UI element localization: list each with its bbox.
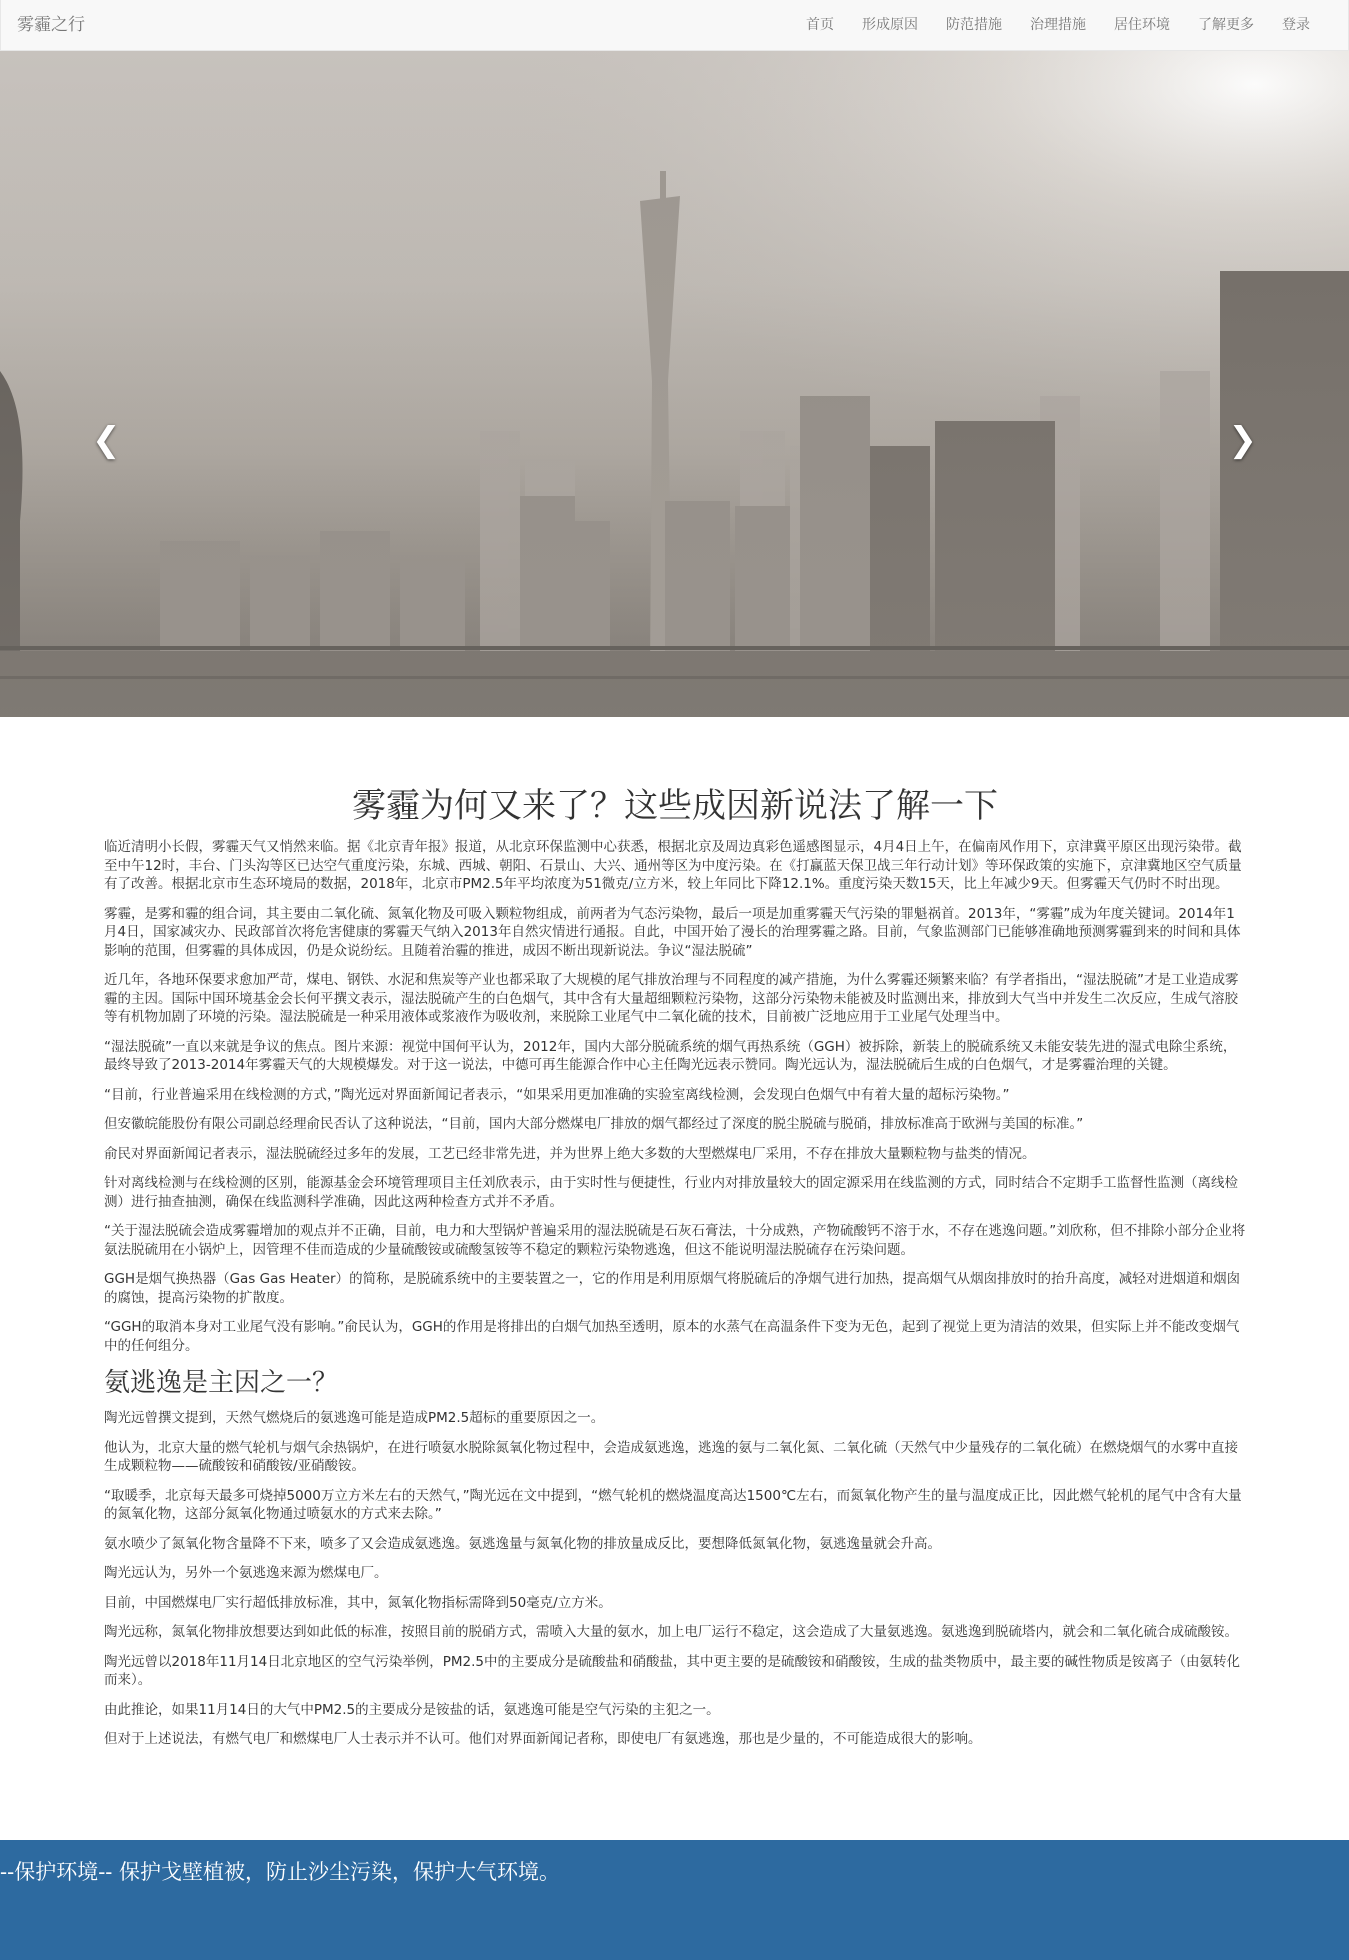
article-paragraph: 但安徽皖能股份有限公司副总经理俞民否认了这种说法，“目前，国内大部分燃煤电厂排放的烟气都经过了深度的脱尘脱硫与脱硝，排放标准高于欧洲与美国的标准。” (104, 1116, 1084, 1132)
article-paragraph: “关于湿法脱硫会造成雾霾增加的观点并不正确，目前，电力和大型锅炉普遍采用的湿法脱硫是石灰石膏法，十分成熟，产物硫酸钙不溶于水，不存在逃逸问题。”刘欣称，但不排除小部分企业将氨法脱硫用在小锅炉上，因管理不佳而造成的少量硫酸铵或硫酸氢铵等不稳定的颗粒污染物逃逸，但这不能说明湿法脱硫存在污染问题。 (104, 1223, 1246, 1258)
footer-slogan: --保护环境-- 保护戈壁植被，防止沙尘污染，保护大气环境。 (0, 1860, 561, 1884)
article-paragraph: 俞民对界面新闻记者表示，湿法脱硫经过多年的发展，工艺已经非常先进，并为世界上绝大多数的大型燃煤电厂采用，不存在排放大量颗粒物与盐类的情况。 (104, 1145, 1036, 1162)
article-paragraph: 近几年，各地环保要求愈加严苛，煤电、钢铁、水泥和焦炭等产业也都采取了大规模的尾气排放治理与不同程度的减产措施，为什么雾霾还频繁来临？有学者指出，“湿法脱硫”才是工业造成雾霾的主因。国际中国环境基金会长何平撰文表示，湿法脱硫产生的白色烟气，其中含有大量超细颗粒污染物，这部分污染物未能被及时监测出来，排放到大气当中并发生二次反应，生成气溶胶等有机物加剧了环境的污染。湿法脱硫是一种采用液体或浆液作为吸收剂，来脱除工业尾气中二氧化硫的技术，目前被广泛地应用于工业尾气处理当中。 (104, 972, 1239, 1025)
article-paragraph: “湿法脱硫”一直以来就是争议的焦点。图片来源：视觉中国何平认为，2012年，国内大部分脱硫系统的烟气再热系统（GGH）被拆除，新装上的脱硫系统又未能安装先进的湿式电除尘系统，最终导致了2013-2014年雾霾天气的大规模爆发。对于这一说法，中德可再生能源合作中心主任陶光远表示赞同。陶光远认为，湿法脱硫后生成的白色烟气，才是雾霾治理的关键。 (104, 1038, 1237, 1073)
article-paragraph: “取暖季，北京每天最多可烧掉5000万立方米左右的天然气，”陶光远在文中提到，“燃气轮机的燃烧温度高达1500℃左右，而氮氧化物产生的量与温度成正比，因此燃气轮机的尾气中含有大量的氮氧化物，这部分氮氧化物通过喷氨水的方式来去除。” (104, 1487, 1242, 1522)
article-paragraph: 氨水喷少了氮氧化物含量降不下来，喷多了又会造成氨逃逸。氨逃逸量与氮氧化物的排放量成反比，要想降低氮氧化物，氨逃逸量就会升高。 (104, 1535, 941, 1552)
nav-menu (792, 0, 1324, 50)
footer (0, 1840, 1349, 1960)
chevron-left-icon: ❮ (92, 420, 121, 460)
article-paragraph: 陶光远曾以2018年11月14日北京地区的空气污染举例，PM2.5中的主要成分是硫酸盐和硝酸盐，其中更主要的是硫酸铵和硝酸铵，生成的盐类物质中，最主要的碱性物质是铵离子（由氨转化而来）。 (104, 1653, 1240, 1688)
hazy-skyline-image (0, 51, 1349, 717)
article-paragraph: 雾霾，是雾和霾的组合词，其主要由二氧化硫、氮氧化物及可吸入颗粒物组成，前两者为气态污染物，最后一项是加重雾霾天气污染的罪魁祸首。2013年，“雾霾”成为年度关键词。2014年1月4日，国家减灾办、民政部首次将危害健康的雾霾天气纳入2013年自然灾情进行通报。自此，中国开始了漫长的治理雾霾之路。目前，气象监测部门已能够准确地预测雾霾到来的时间和具体影响的范围，但雾霾的具体成因，仍是众说纷纭。且随着治霾的推进，成因不断出现新说法。争议“湿法脱硫” (104, 905, 1241, 959)
article-paragraph: 临近清明小长假，雾霾天气又悄然来临。据《北京青年报》报道，从北京环保监测中心获悉，根据北京及周边真彩色遥感图显示，4月4日上午，在偏南风作用下，京津冀平原区出现污染带。截至中午12时，丰台、门头沟等区已达空气重度污染，东城、西城、朝阳、石景山、大兴、通州等区为中度污染。在《打赢蓝天保卫战三年行动计划》等环保政策的实施下，京津冀地区空气质量有了改善。根据北京市生态环境局的数据，2018年，北京市PM2.5年平均浓度为51微克/立方米，较上年同比下降12.1%。重度污染天数15天，比上年减少9天。但雾霾天气仍时不时出现。 (104, 839, 1242, 892)
nav-item-learn-more[interactable]: 了解更多 (1198, 17, 1254, 33)
article-paragraph: “目前，行业普遍采用在线检测的方式，”陶光远对界面新闻记者表示，“如果采用更加准确的实验室离线检测，会发现白色烟气中有着大量的超标污染物。” (104, 1086, 1010, 1103)
hero-carousel (0, 51, 1349, 717)
article-paragraph: 他认为，北京大量的燃气轮机与烟气余热锅炉，在进行喷氨水脱除氮氧化物过程中，会造成氨逃逸，逃逸的氨与二氧化氮、二氧化硫（天然气中少量残存的二氧化硫）在燃烧烟气的水雾中直接生成颗粒物——硫酸铵和硝酸铵/亚硝酸铵。 (104, 1439, 1238, 1474)
article-paragraph: 陶光远称，氮氧化物排放想要达到如此低的标准，按照目前的脱硝方式，需喷入大量的氨水，加上电厂运行不稳定，这会造成了大量氨逃逸。氨逃逸到脱硫塔内，就会和二氧化硫合成硫酸铵。 (104, 1624, 1238, 1640)
article-paragraph: 由此推论，如果11月14日的大气中PM2.5的主要成分是铵盐的话，氨逃逸可能是空气污染的主犯之一。 (104, 1701, 720, 1718)
nav-item-governance[interactable]: 治理措施 (1030, 17, 1086, 33)
article-paragraph: 陶光远认为，另外一个氨逃逸来源为燃煤电厂。 (104, 1565, 388, 1581)
carousel-next-button[interactable] (1228, 420, 1258, 460)
article-title: 雾霾为何又来了？这些成因新说法了解一下 (352, 786, 998, 826)
nav-item-prevention[interactable]: 防范措施 (946, 17, 1002, 33)
brand-logo[interactable]: 雾霾之行 (17, 15, 85, 35)
article-subtitle: 氨逃逸是主因之一？ (104, 1368, 339, 1398)
article-paragraph: 但对于上述说法，有燃气电厂和燃煤电厂人士表示并不认可。他们对界面新闻记者称，即使电厂有氨逃逸，那也是少量的，不可能造成很大的影响。 (104, 1731, 982, 1747)
chevron-right-icon: ❯ (1228, 420, 1257, 460)
nav-item-causes[interactable]: 形成原因 (862, 17, 918, 33)
nav-item-home[interactable]: 首页 (806, 17, 834, 33)
article (104, 780, 1246, 1760)
top-navbar (0, 0, 1349, 51)
article-paragraph: 目前，中国燃煤电厂实行超低排放标准，其中，氮氧化物指标需降到50毫克/立方米。 (104, 1594, 612, 1611)
article-paragraph: GGH是烟气换热器（Gas Gas Heater）的简称，是脱硫系统中的主要装置之一，它的作用是利用原烟气将脱硫后的净烟气进行加热，提高烟气从烟囱排放时的抬升高度，减轻对进烟道和烟囱的腐蚀，提高污染物的扩散度。 (104, 1271, 1241, 1306)
nav-item-living-environment[interactable]: 居住环境 (1114, 17, 1170, 33)
carousel-prev-button[interactable] (92, 420, 121, 460)
nav-item-login[interactable]: 登录 (1282, 17, 1310, 33)
article-paragraph: 针对离线检测与在线检测的区别，能源基金会环境管理项目主任刘欣表示，由于实时性与便捷性，行业内对排放量较大的固定源采用在线监测的方式，同时结合不定期手工监督性监测（离线检测）进行抽查抽测，确保在线监测科学准确，因此这两种检查方式并不矛盾。 (104, 1175, 1238, 1210)
article-paragraph: “GGH的取消本身对工业尾气没有影响。”俞民认为，GGH的作用是将排出的白烟气加热至透明，原本的水蒸气在高温条件下变为无色，起到了视觉上更为清洁的效果，但实际上并不能改变烟气中的任何组分。 (104, 1319, 1240, 1354)
article-paragraph: 陶光远曾撰文提到，天然气燃烧后的氨逃逸可能是造成PM2.5超标的重要原因之一。 (104, 1410, 605, 1426)
